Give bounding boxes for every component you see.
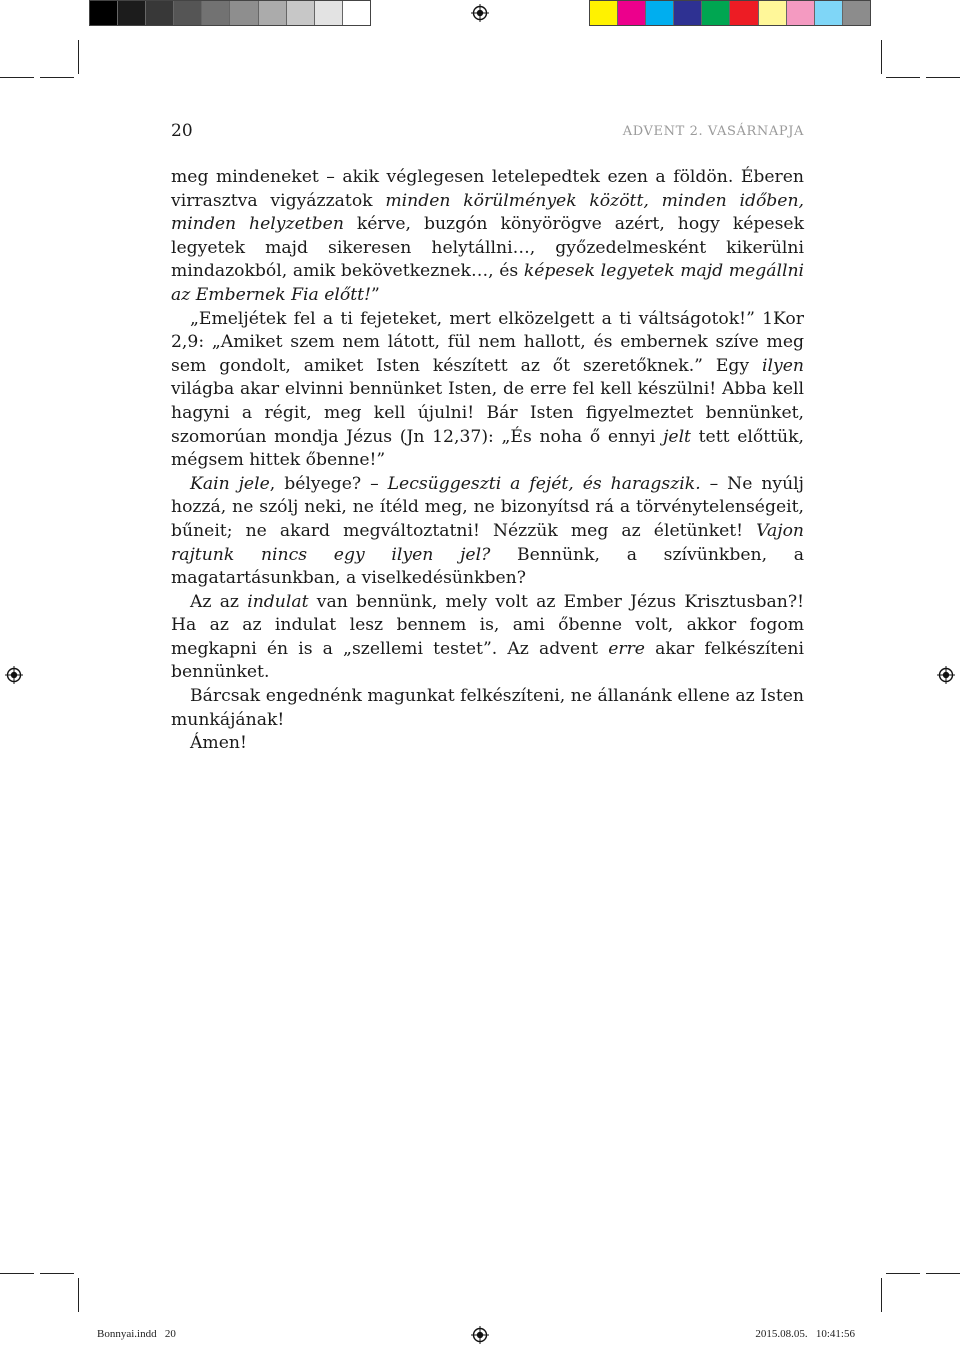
emphasis: képesek legyetek majd megállni az Embernek Fia előtt! bbox=[171, 261, 805, 305]
color-swatch bbox=[259, 1, 287, 25]
process-color-bar bbox=[589, 0, 871, 26]
crop-mark bbox=[0, 1273, 34, 1274]
crop-mark bbox=[881, 40, 882, 74]
text-run: világba akar elvinni bennünket Isten, de erre fel kell készülni! Abba kell hagyni a régit, meg kell újulni! Bár Isten figyelmeztet bennünket, szomorúan mondja Jézus (Jn 12,37): „És noha ő ennyi bbox=[171, 379, 804, 447]
paragraph bbox=[171, 308, 804, 473]
emphasis: Lecsüggeszti a fejét, és haragszik. bbox=[387, 473, 701, 494]
color-swatch bbox=[287, 1, 315, 25]
text-run: Az az bbox=[190, 591, 248, 612]
registration-mark-icon bbox=[471, 4, 489, 22]
text-run: – Ne nyúlj hozzá, ne szólj neki, ne ítéld meg, ne bizonyítsd rá a törvénytelenségeit, bűneit; ne akard megváltoztatni! Nézzük meg az életünket! bbox=[171, 473, 804, 541]
color-swatch bbox=[646, 1, 674, 25]
registration-mark-icon bbox=[5, 666, 23, 684]
slug-timestamp: 2015.08.05. 10:41:56 bbox=[755, 1328, 855, 1340]
text-run: meg mindeneket – akik véglegesen letelepedtek ezen a földön. Éberen virrasztva vigyázzatok bbox=[171, 167, 804, 211]
color-swatch bbox=[230, 1, 258, 25]
emphasis: jelt bbox=[663, 426, 691, 447]
color-swatch bbox=[674, 1, 702, 25]
crop-mark bbox=[78, 1278, 79, 1312]
color-swatch bbox=[730, 1, 758, 25]
text-run: „Emeljétek fel a ti fejeteket, mert elközelgett a ti váltságotok!” 1Kor 2,9: „Amiket szem nem látott, fül nem hallott, és embernek szíve meg sem gondolt, amiket Isten készített az őt szeretőknek.” Egy bbox=[171, 308, 804, 376]
color-swatch bbox=[702, 1, 730, 25]
crop-mark bbox=[78, 40, 79, 74]
color-swatch bbox=[118, 1, 146, 25]
crop-mark bbox=[881, 1278, 882, 1312]
emphasis: minden körülmények között, minden időben, minden helyzetben bbox=[171, 190, 805, 235]
body-text bbox=[171, 166, 804, 756]
registration-mark-icon bbox=[471, 1326, 489, 1344]
color-swatch bbox=[618, 1, 646, 25]
color-swatch bbox=[815, 1, 843, 25]
paragraph: Ámen! bbox=[190, 733, 247, 754]
text-run: ” bbox=[371, 284, 380, 305]
grayscale-color-bar bbox=[89, 0, 371, 26]
color-swatch bbox=[202, 1, 230, 25]
text-run: van bennünk, mely volt az Ember Jézus Krisztusban?! Ha az az indulat lesz bennem is, ami őbenne volt, akkor fogom megkapni én is a „szellemi testet”. Az advent bbox=[171, 591, 804, 659]
crop-mark bbox=[0, 77, 34, 78]
color-swatch bbox=[146, 1, 174, 25]
color-swatch bbox=[843, 1, 870, 25]
page-number: 20 bbox=[171, 121, 193, 141]
paragraph: Bárcsak engednénk magunkat felkészíteni, ne állanánk ellene az Isten munkájának! bbox=[171, 686, 804, 730]
crop-mark bbox=[926, 1273, 960, 1274]
emphasis: indulat bbox=[247, 591, 309, 612]
crop-mark bbox=[926, 77, 960, 78]
crop-mark bbox=[40, 1273, 74, 1274]
color-swatch bbox=[759, 1, 787, 25]
color-swatch bbox=[174, 1, 202, 25]
color-swatch bbox=[343, 1, 370, 25]
emphasis: Vajon rajtunk nincs egy ilyen jel? bbox=[171, 520, 804, 565]
crop-mark bbox=[886, 77, 920, 78]
paragraph bbox=[171, 473, 804, 591]
color-swatch bbox=[315, 1, 343, 25]
registration-mark-icon bbox=[937, 666, 955, 684]
running-head: ADVENT 2. VASÁRNAPJA bbox=[622, 124, 804, 139]
emphasis: erre bbox=[608, 638, 645, 659]
text-run: akar felkészíteni bennünket. bbox=[171, 638, 804, 683]
color-swatch bbox=[590, 1, 618, 25]
crop-mark bbox=[886, 1273, 920, 1274]
text-run: Bennünk, a szívünkben, a magatartásunkban, a viselkedésünkben? bbox=[171, 544, 805, 589]
emphasis: Kain jele bbox=[190, 473, 270, 494]
text-run: kérve, buzgón könyörögve azért, hogy képesek legyetek majd sikeresen helytállni…, győzedelmesként kikerülni mindazokból, amik bekövetkeznek…, és bbox=[171, 214, 804, 282]
text-run: , bélyege? – bbox=[269, 473, 388, 494]
paragraph bbox=[171, 591, 804, 685]
color-swatch bbox=[90, 1, 118, 25]
emphasis: ilyen bbox=[762, 355, 804, 376]
paragraph bbox=[171, 166, 804, 308]
crop-mark bbox=[40, 77, 74, 78]
color-swatch bbox=[787, 1, 815, 25]
text-run: tett előttük, mégsem hittek őbenne!” bbox=[171, 426, 804, 471]
slug-file-name: Bonnyai.indd 20 bbox=[97, 1328, 176, 1340]
